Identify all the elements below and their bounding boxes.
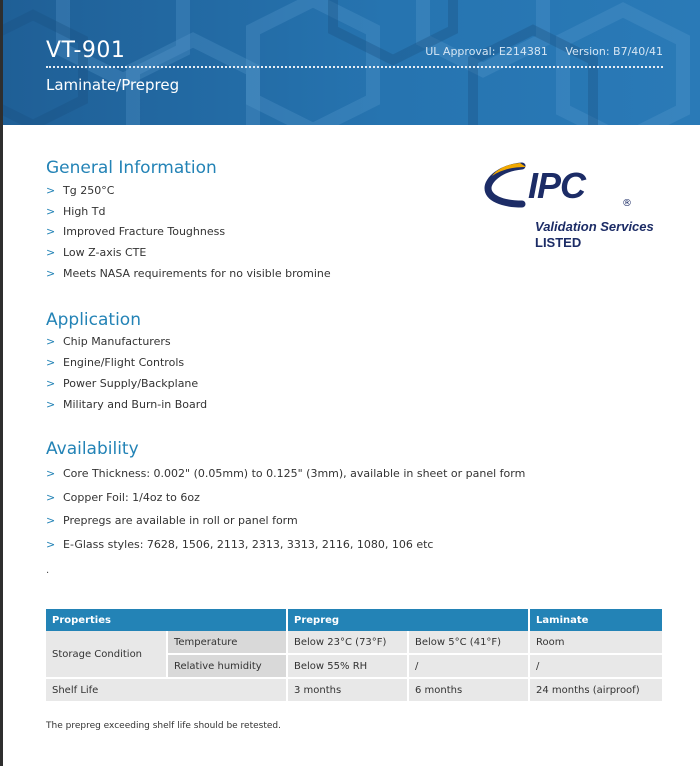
humidity-prepreg-a: Below 55% RH bbox=[287, 654, 408, 678]
chevron-right-icon: > bbox=[46, 398, 56, 411]
list-item-text: Prepregs are available in roll or panel form bbox=[63, 514, 298, 528]
list-item bbox=[46, 398, 207, 419]
list-item bbox=[46, 184, 331, 205]
chevron-right-icon: > bbox=[46, 246, 56, 260]
list-item-text: Meets NASA requirements for no visible bromine bbox=[63, 266, 331, 280]
properties-table bbox=[46, 609, 662, 703]
humidity-label: Relative humidity bbox=[167, 654, 287, 678]
chevron-right-icon: > bbox=[46, 377, 56, 390]
general-information-list bbox=[46, 184, 331, 287]
header-properties: Properties bbox=[46, 609, 287, 631]
list-item-text: High Td bbox=[63, 204, 106, 218]
chevron-right-icon: > bbox=[46, 537, 56, 551]
temperature-prepreg-b: Below 5°C (41°F) bbox=[408, 631, 529, 654]
list-item-text: Power Supply/Backplane bbox=[63, 377, 199, 390]
shelf-prepreg-a: 3 months bbox=[287, 678, 408, 702]
availability-heading: Availability bbox=[46, 439, 139, 459]
chevron-right-icon: > bbox=[46, 225, 56, 239]
humidity-laminate: / bbox=[529, 654, 662, 678]
table-header-row bbox=[46, 609, 662, 631]
shelf-life-label: Shelf Life bbox=[46, 678, 287, 702]
application-heading: Application bbox=[46, 310, 141, 330]
temperature-prepreg-a: Below 23°C (73°F) bbox=[287, 631, 408, 654]
table-row bbox=[46, 678, 662, 702]
chevron-right-icon: > bbox=[46, 467, 56, 480]
header-divider bbox=[46, 66, 663, 68]
version-label: Version: B7/40/41 bbox=[565, 45, 663, 58]
chevron-right-icon: > bbox=[46, 184, 56, 197]
header-prepreg: Prepreg bbox=[287, 609, 529, 631]
list-item bbox=[46, 335, 207, 356]
list-item-text: Improved Fracture Toughness bbox=[63, 225, 226, 239]
logo-listed: LISTED bbox=[535, 235, 582, 250]
general-information-heading: General Information bbox=[46, 158, 217, 178]
chevron-right-icon: > bbox=[46, 356, 56, 369]
list-item-text: E-Glass styles: 7628, 1506, 2113, 2313, 3313, 2116, 1080, 106 etc bbox=[63, 537, 434, 551]
logo-validation-services: Validation Services bbox=[535, 219, 654, 234]
chevron-right-icon: > bbox=[46, 204, 56, 218]
list-item bbox=[46, 538, 525, 562]
list-item bbox=[46, 356, 207, 377]
chevron-right-icon: > bbox=[46, 335, 56, 348]
list-item bbox=[46, 205, 331, 226]
list-item bbox=[46, 514, 525, 538]
shelf-prepreg-b: 6 months bbox=[408, 678, 529, 702]
storage-condition-cell: Storage Condition bbox=[46, 631, 167, 678]
stray-dot: . bbox=[46, 565, 50, 576]
chevron-right-icon: > bbox=[46, 490, 56, 504]
chevron-right-icon: > bbox=[46, 266, 56, 280]
list-item bbox=[46, 225, 331, 246]
ipc-logo-text: IPC bbox=[528, 165, 586, 206]
list-item-text: Copper Foil: 1/4oz to 6oz bbox=[63, 490, 200, 504]
list-item bbox=[46, 267, 331, 288]
list-item bbox=[46, 246, 331, 267]
shelf-laminate: 24 months (airproof) bbox=[529, 678, 662, 702]
list-item-text: Chip Manufacturers bbox=[63, 335, 171, 348]
availability-list bbox=[46, 467, 525, 561]
chevron-right-icon: > bbox=[46, 514, 56, 528]
table-row bbox=[46, 631, 662, 654]
registered-mark: ® bbox=[622, 198, 632, 209]
temperature-label: Temperature bbox=[167, 631, 287, 654]
page-header bbox=[3, 0, 700, 125]
list-item bbox=[46, 467, 525, 491]
retest-note: The prepreg exceeding shelf life should be retested. bbox=[46, 721, 281, 731]
humidity-prepreg-b: / bbox=[408, 654, 529, 678]
list-item bbox=[46, 377, 207, 398]
list-item-text: Engine/Flight Controls bbox=[63, 356, 185, 369]
temperature-laminate: Room bbox=[529, 631, 662, 654]
list-item-text: Low Z-axis CTE bbox=[63, 246, 147, 260]
list-item-text: Tg 250°C bbox=[63, 184, 115, 197]
list-item-text: Military and Burn-in Board bbox=[63, 398, 208, 411]
document-title: VT-901 bbox=[46, 38, 126, 63]
document-subtitle: Laminate/Prepreg bbox=[46, 76, 180, 94]
application-list bbox=[46, 335, 207, 419]
ul-approval: UL Approval: E214381 bbox=[425, 45, 548, 58]
list-item bbox=[46, 491, 525, 515]
header-meta bbox=[411, 45, 663, 58]
list-item-text: Core Thickness: 0.002" (0.05mm) to 0.125" (3mm), available in sheet or panel form bbox=[63, 467, 526, 480]
header-laminate: Laminate bbox=[529, 609, 662, 631]
